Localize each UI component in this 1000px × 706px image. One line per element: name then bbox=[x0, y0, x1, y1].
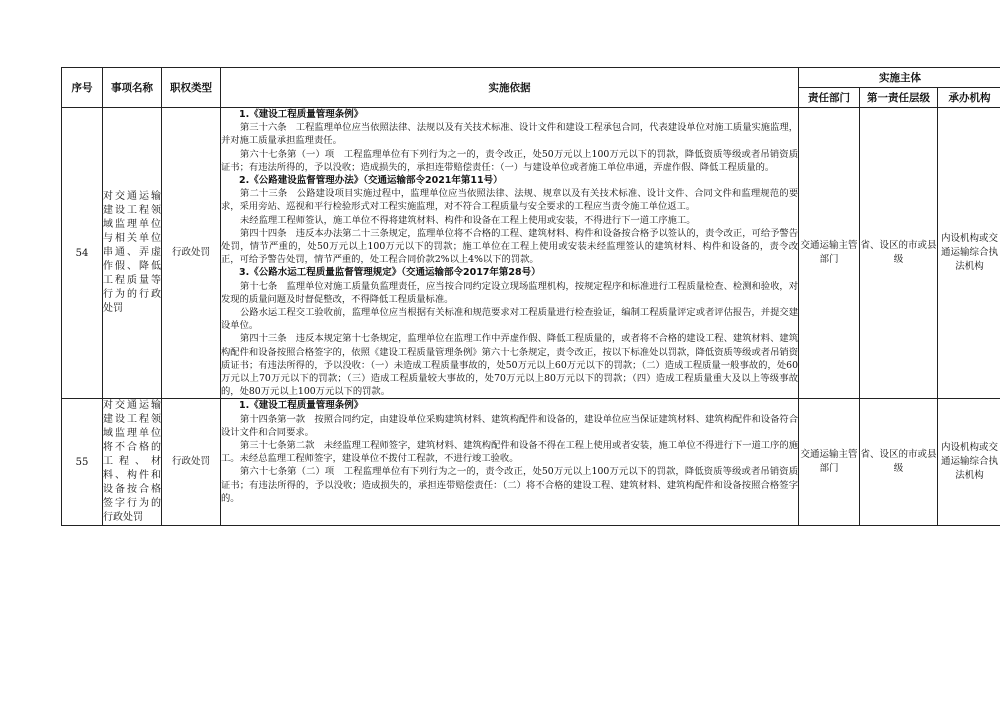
row-agency: 内设机构或交通运输综合执法机构 bbox=[938, 399, 1000, 526]
row-level: 省、设区的市或县级 bbox=[860, 108, 938, 399]
basis-paragraph: 第十七条 监理单位对施工质量负监理责任，应当按合同约定设立现场监理机构，按规定程序和标准进行工程质量检查、检测和验收，对发现的质量问题及时督促整改，不得降低工程质量标准。 bbox=[221, 280, 798, 305]
basis-paragraph: 公路水运工程交工验收前，监理单位应当根据有关标准和规范要求对工程质量进行检查验证，编制工程质量评定或者评估报告，并提交建设单位。 bbox=[221, 307, 798, 332]
header-dept: 责任部门 bbox=[799, 88, 860, 108]
basis-paragraph: 第六十七条第（二）项 工程监理单位有下列行为之一的，责令改正，处50万元以上100万元以下的罚款，降低资质等级或者吊销资质证书；有违法所得的，予以没收；造成损失的，承担连带赔偿责任：（二）将不合格的建设工程、建筑材料、建筑构配件和设备按照合格签字的。 bbox=[221, 466, 798, 504]
basis-paragraph: 第二十三条 公路建设项目实施过程中，监理单位应当依照法律、法规、规章以及有关技术标准、设计文件、合同文件和监理规范的要求，采用旁站、巡视和平行检验形式对工程实施监理，对不符合工程质量与安全要求的工程应当责令施工单位返工。 bbox=[221, 188, 798, 213]
row-level: 省、设区的市或县级 bbox=[860, 399, 938, 526]
row-basis bbox=[221, 108, 799, 399]
enforcement-table bbox=[61, 67, 1000, 526]
header-power-type: 职权类型 bbox=[162, 68, 221, 108]
basis-paragraph: 第六十七条第（一）项 工程监理单位有下列行为之一的，责令改正，处50万元以上100万元以下的罚款，降低资质等级或者吊销资质证书；有违法所得的，予以没收；造成损失的，承担连带赔偿责任：（一）与建设单位或者施工单位串通，弄虚作假、降低工程质量的。 bbox=[221, 148, 798, 173]
row-power-type: 行政处罚 bbox=[162, 108, 221, 399]
basis-paragraph: 第三十六条 工程监理单位应当依照法律、法规以及有关技术标准、设计文件和建设工程承包合同，代表建设单位对施工质量实施监理，并对施工质量承担监理责任。 bbox=[221, 122, 798, 147]
basis-paragraph: 第十四条第一款 按照合同约定，由建设单位采购建筑材料、建筑构配件和设备的，建设单位应当保证建筑材料、建筑构配件和设备符合设计文件和合同要求。 bbox=[221, 413, 798, 438]
header-seq: 序号 bbox=[62, 68, 103, 108]
header-subject: 实施主体 bbox=[799, 68, 1000, 88]
row-seq: 55 bbox=[62, 399, 103, 526]
basis-paragraph: 第三十七条第二款 未经监理工程师签字，建筑材料、建筑构配件和设备不得在工程上使用或者安装，施工单位不得进行下一道工序的施工。未经总监理工程师签字，建设单位不拨付工程款，不进行竣工验收。 bbox=[221, 440, 798, 465]
row-dept: 交通运输主管部门 bbox=[799, 399, 860, 526]
basis-law-title: 3.《公路水运工程质量监督管理规定》（交通运输部令2017年第28号） bbox=[239, 267, 541, 279]
row-seq: 54 bbox=[62, 108, 103, 399]
row-item-name: 对交通运输建设工程领域监理单位将不合格的工程、材料、构件和设备按合格签字行为的行政处罚 bbox=[103, 399, 162, 526]
basis-law-title: 2.《公路建设监督管理办法》（交通运输部令2021年第11号） bbox=[239, 175, 503, 187]
header-row-top bbox=[62, 68, 1000, 88]
basis-law-title: 1.《建设工程质量管理条例》 bbox=[239, 109, 364, 120]
header-basis: 实施依据 bbox=[221, 68, 799, 108]
row-agency: 内设机构或交通运输综合执法机构 bbox=[938, 108, 1000, 399]
basis-paragraph: 第四十三条 违反本规定第十七条规定，监理单位在监理工作中弄虚作假、降低工程质量的，或者将不合格的建设工程、建筑材料、建筑构配件和设备按照合格签字的，依照《建设工程质量管理条例》第六十七条规定，责令改正，按以下标准处以罚款，降低资质等级或者吊销资质证书；有违法所得的，予以没收：（一）未造成工程质量事故的，处50万元以上60万元以下的罚款；（二）造成工程质量一般事故的，处60万元以上70万元以下的罚款；（三）造成工程质量较大事故的，处70万元以上80万元以下的罚款；（四）造成工程质量重大及以上等级事故的，处80万元以上100万元以下的罚款。 bbox=[221, 333, 798, 398]
row-power-type: 行政处罚 bbox=[162, 399, 221, 526]
row-item-name: 对交通运输建设工程领域监理单位与相关单位串通、弄虚作假、降低工程质量等行为的行政处罚 bbox=[103, 108, 162, 399]
row-dept: 交通运输主管部门 bbox=[799, 108, 860, 399]
row-basis bbox=[221, 399, 799, 526]
basis-paragraph: 第四十四条 违反本办法第二十三条规定，监理单位将不合格的工程、建筑材料、构件和设备按合格予以签认的，责令改正，可给予警告处罚，情节严重的，处50万元以上100万元以下的罚款；施工单位在工程上使用或安装未经监理签认的建筑材料、构件和设备的，责令改正，可给予警告处罚，情节严重的，处工程合同价款2%以上4%以下的罚款。 bbox=[221, 227, 798, 266]
header-level: 第一责任层级 bbox=[860, 88, 938, 108]
header-agency: 承办机构 bbox=[938, 88, 1000, 108]
table-row bbox=[62, 399, 1000, 526]
basis-law-title: 1.《建设工程质量管理条例》 bbox=[239, 400, 364, 412]
basis-paragraph: 未经监理工程师签认，施工单位不得将建筑材料、构件和设备在工程上使用或安装，不得进行下一道工序施工。 bbox=[240, 214, 696, 226]
header-item-name: 事项名称 bbox=[103, 68, 162, 108]
table-row bbox=[62, 108, 1000, 399]
